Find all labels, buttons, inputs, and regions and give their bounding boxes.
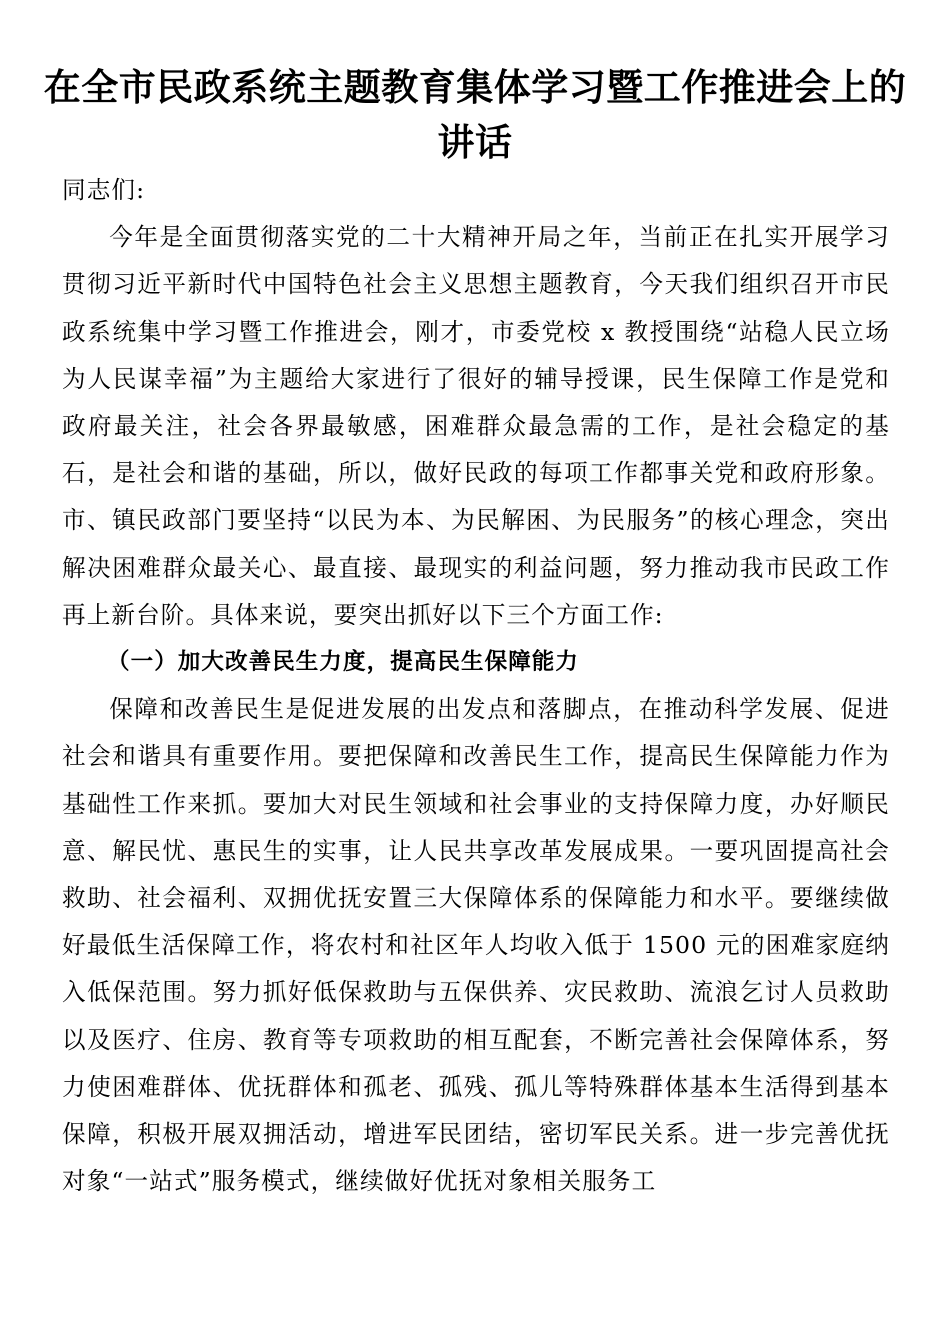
section-heading: （一）加大改善民生力度，提高民生保障能力 [107, 649, 580, 676]
intro-paragraph: 今年是全面贯彻落实党的二十大精神开局之年，当前正在扎实开展学习贯彻习近平新时代中国特色社会主义思想主题教育，今天我们组织召开市民政系统集中学习暨工作推进会，刚才，市委党校 x 教授围绕“站稳人民立场 为人民谋幸福”为主题给大家进行了很好的辅导授课，民生保障工作是党和政府最关注，社会各界最敏感，困难群众最急需的工作，是社会稳定的基石，是社会和谐的基础，所以，做好民政的每项工作都事关党和政府形象。市、镇民政部门要坚持“以民为本、为民解困、为民服务”的核心理念，突出解决困难群众最关心、最直接、最现实的利益问题，努力推动我市民政工作再上新台阶。具体来说，要突出抓好以下三个方面工作: [62, 223, 890, 629]
document-title: 在全市民政系统主题教育集体学习暨工作推进会上的讲话 [43, 65, 907, 164]
salutation: 同志们: [62, 176, 146, 204]
section-paragraph: 保障和改善民生是促进发展的出发点和落脚点，在推动科学发展、促进社会和谐具有重要作用。要把保障和改善民生工作，提高民生保障能力作为基础性工作来抓。要加大对民生领域和社会事业的支持保障力度，办好顺民意、解民忧、惠民生的实事，让人民共享改革发展成果。一要巩固提高社会救助、社会福利、双拥优抚安置三大保障体系的保障能力和水平。要继续做好最低生活保障工作，将农村和社区年人均收入低于 1500 元的困难家庭纳入低保范围。努力抓好低保救助与五保供养、灾民救助、流浪乞讨人员救助以及医疗、住房、教育等专项救助的相互配套，不断完善社会保障体系，努力使困难群体、优抚群体和孤老、孤残、孤儿等特殊群体基本生活得到基本保障，积极开展双拥活动，增进军民团结，密切军民关系。进一步完善优抚对象“一站式”服务模式，继续做好优抚对象相关服务工 [62, 695, 890, 1196]
document-body [62, 167, 890, 1205]
